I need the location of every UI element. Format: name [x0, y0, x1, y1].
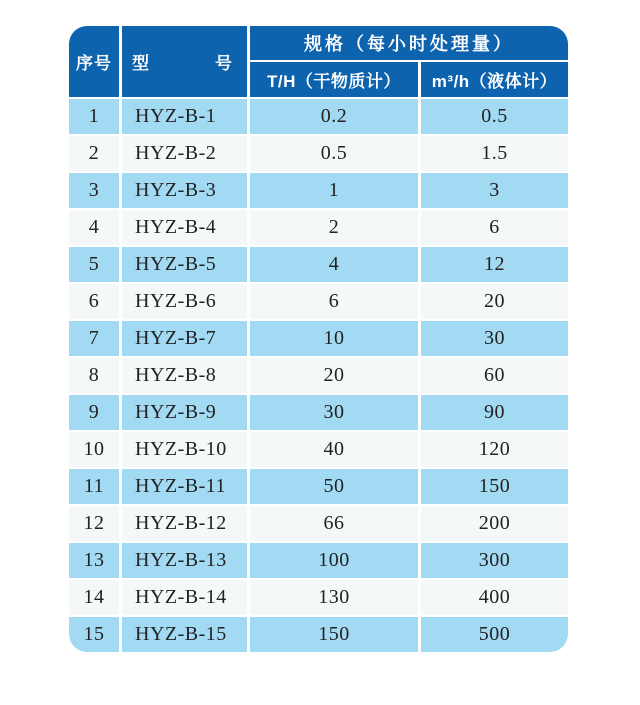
cell-liquid: 3	[421, 173, 568, 208]
table-row	[69, 395, 568, 430]
cell-serial: 7	[69, 321, 119, 356]
col-header-model: 型号	[122, 26, 247, 97]
cell-serial: 3	[69, 173, 119, 208]
table-row	[69, 247, 568, 282]
cell-dry: 130	[250, 580, 418, 615]
header-row-group	[69, 26, 568, 60]
cell-dry: 10	[250, 321, 418, 356]
table-body	[69, 99, 568, 652]
table-row	[69, 580, 568, 615]
cell-liquid: 60	[421, 358, 568, 393]
cell-dry: 20	[250, 358, 418, 393]
cell-dry: 0.5	[250, 136, 418, 171]
table-row	[69, 543, 568, 578]
cell-liquid: 300	[421, 543, 568, 578]
cell-dry: 50	[250, 469, 418, 504]
cell-model: HYZ-B-5	[122, 247, 247, 282]
table-row	[69, 469, 568, 504]
table-row	[69, 432, 568, 467]
cell-dry: 1	[250, 173, 418, 208]
col-header-serial: 序号	[69, 26, 119, 97]
table-row	[69, 506, 568, 541]
cell-model: HYZ-B-15	[122, 617, 247, 652]
cell-serial: 6	[69, 284, 119, 319]
cell-serial: 14	[69, 580, 119, 615]
spec-table	[66, 24, 571, 654]
cell-model: HYZ-B-3	[122, 173, 247, 208]
cell-model: HYZ-B-4	[122, 210, 247, 245]
col-header-dry-matter: T/H（干物质计）	[250, 62, 418, 97]
cell-model: HYZ-B-8	[122, 358, 247, 393]
cell-serial: 9	[69, 395, 119, 430]
cell-serial: 13	[69, 543, 119, 578]
cell-liquid: 400	[421, 580, 568, 615]
cell-serial: 15	[69, 617, 119, 652]
cell-model: HYZ-B-6	[122, 284, 247, 319]
cell-model: HYZ-B-1	[122, 99, 247, 134]
cell-liquid: 150	[421, 469, 568, 504]
table-row	[69, 99, 568, 134]
table-header	[69, 26, 568, 97]
cell-dry: 6	[250, 284, 418, 319]
cell-model: HYZ-B-7	[122, 321, 247, 356]
cell-dry: 30	[250, 395, 418, 430]
cell-liquid: 200	[421, 506, 568, 541]
cell-model: HYZ-B-9	[122, 395, 247, 430]
cell-liquid: 500	[421, 617, 568, 652]
cell-liquid: 0.5	[421, 99, 568, 134]
cell-serial: 12	[69, 506, 119, 541]
cell-serial: 10	[69, 432, 119, 467]
cell-dry: 66	[250, 506, 418, 541]
cell-dry: 2	[250, 210, 418, 245]
cell-dry: 4	[250, 247, 418, 282]
cell-dry: 100	[250, 543, 418, 578]
cell-model: HYZ-B-2	[122, 136, 247, 171]
cell-liquid: 6	[421, 210, 568, 245]
col-header-liquid: m³/h（液体计）	[421, 62, 568, 97]
cell-liquid: 1.5	[421, 136, 568, 171]
cell-model: HYZ-B-13	[122, 543, 247, 578]
cell-liquid: 12	[421, 247, 568, 282]
cell-serial: 8	[69, 358, 119, 393]
table-row	[69, 210, 568, 245]
cell-serial: 2	[69, 136, 119, 171]
table-row	[69, 136, 568, 171]
table-row	[69, 173, 568, 208]
cell-dry: 0.2	[250, 99, 418, 134]
cell-dry: 40	[250, 432, 418, 467]
cell-model: HYZ-B-10	[122, 432, 247, 467]
col-header-spec-group: 规格（每小时处理量）	[250, 26, 568, 60]
cell-dry: 150	[250, 617, 418, 652]
cell-serial: 11	[69, 469, 119, 504]
cell-model: HYZ-B-11	[122, 469, 247, 504]
table-row	[69, 284, 568, 319]
table-row	[69, 358, 568, 393]
cell-model: HYZ-B-14	[122, 580, 247, 615]
table-row	[69, 617, 568, 652]
cell-liquid: 90	[421, 395, 568, 430]
cell-model: HYZ-B-12	[122, 506, 247, 541]
cell-serial: 5	[69, 247, 119, 282]
cell-serial: 4	[69, 210, 119, 245]
cell-serial: 1	[69, 99, 119, 134]
cell-liquid: 20	[421, 284, 568, 319]
table-row	[69, 321, 568, 356]
cell-liquid: 120	[421, 432, 568, 467]
cell-liquid: 30	[421, 321, 568, 356]
